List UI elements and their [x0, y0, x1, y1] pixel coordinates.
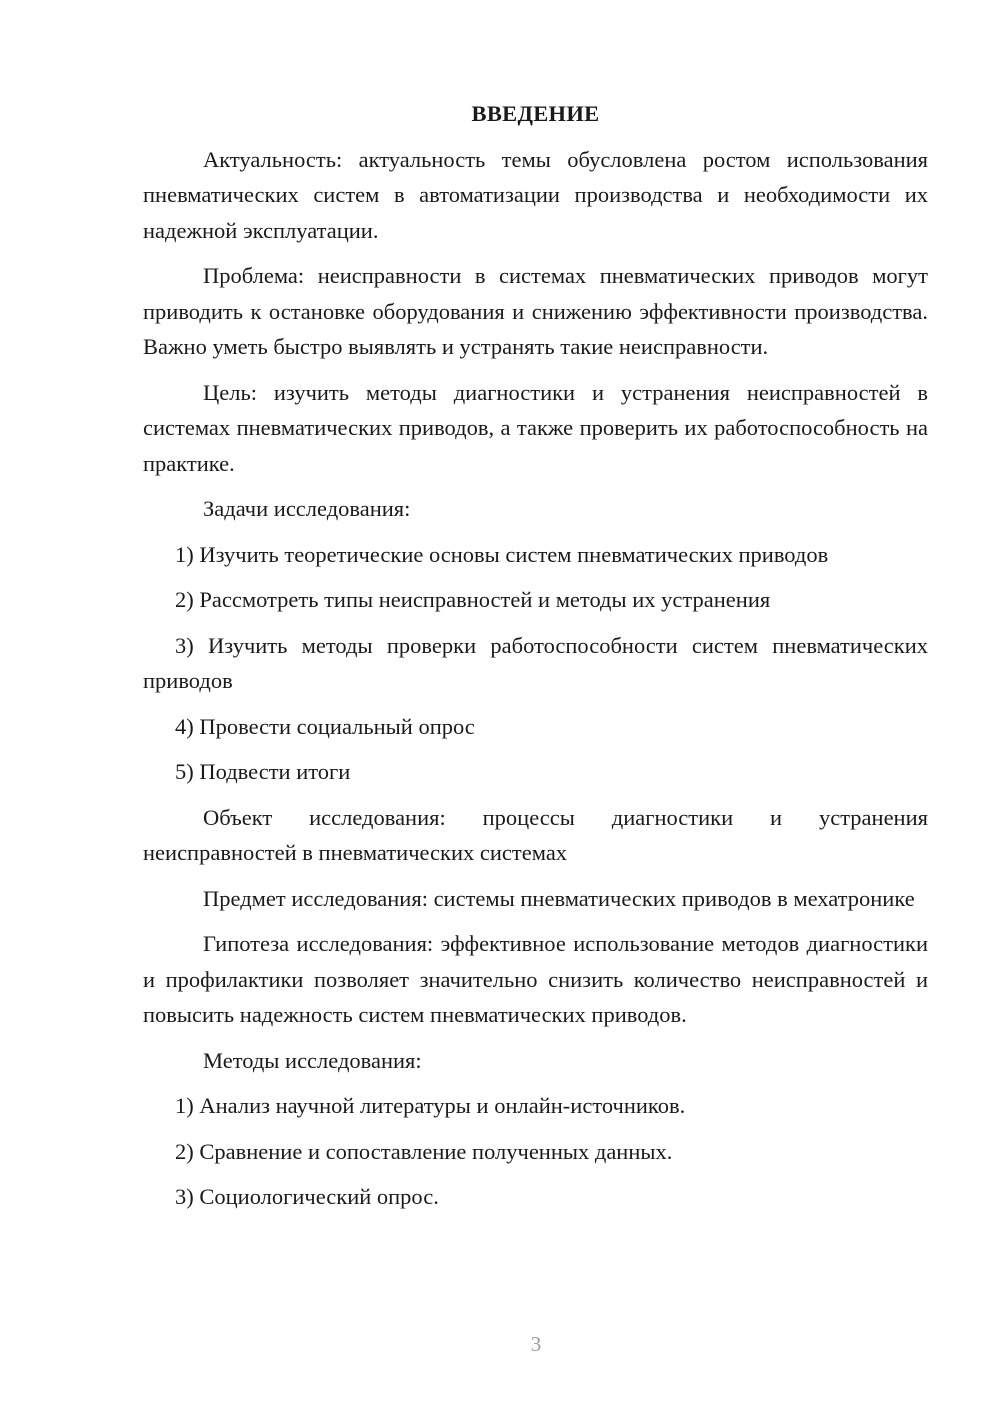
- problem-paragraph: Проблема: неисправности в системах пневматических приводов могут приводить к остановке оборудования и снижению эффективности производства. Важно уметь быстро выявлять и устранять такие неисправности.: [143, 263, 928, 359]
- method-item: 2) Сравнение и сопоставление полученных данных.: [175, 1138, 673, 1164]
- object-paragraph: Объект исследования: процессы диагностики и устранения неисправностей в пневматических системах: [143, 804, 928, 865]
- task-item: 5) Подвести итоги: [175, 759, 351, 784]
- task-item: 4) Провести социальный опрос: [175, 713, 475, 739]
- task-item: 1) Изучить теоретические основы систем пневматических приводов: [175, 541, 829, 567]
- hypothesis-paragraph: Гипотеза исследования: эффективное использование методов диагностики и профилактики позволяет значительно снизить количество неисправностей и повысить надежность систем пневматических приводов.: [143, 931, 928, 1027]
- subject-paragraph: Предмет исследования: системы пневматических приводов в мехатронике: [203, 885, 915, 911]
- task-item: 3) Изучить методы проверки работоспособности систем пневматических приводов: [143, 632, 928, 693]
- methods-title: Методы исследования:: [203, 1047, 422, 1073]
- section-heading: ВВЕДЕНИЕ: [471, 101, 600, 126]
- goal-paragraph: Цель: изучить методы диагностики и устранения неисправностей в системах пневматических приводов, а также проверить их работоспособность на практике.: [143, 379, 928, 476]
- method-item: 1) Анализ научной литературы и онлайн-источников.: [175, 1093, 686, 1118]
- task-item: 2) Рассмотреть типы неисправностей и методы их устранения: [175, 587, 771, 612]
- method-item: 3) Социологический опрос.: [175, 1184, 439, 1209]
- tasks-title: Задачи исследования:: [203, 496, 411, 521]
- document-body: [143, 96, 928, 1215]
- relevance-paragraph: Актуальность: актуальность темы обусловлена ростом использования пневматических систем в автоматизации производства и необходимости их надежной эксплуатации.: [143, 146, 928, 243]
- page-number: 3: [530, 1332, 542, 1356]
